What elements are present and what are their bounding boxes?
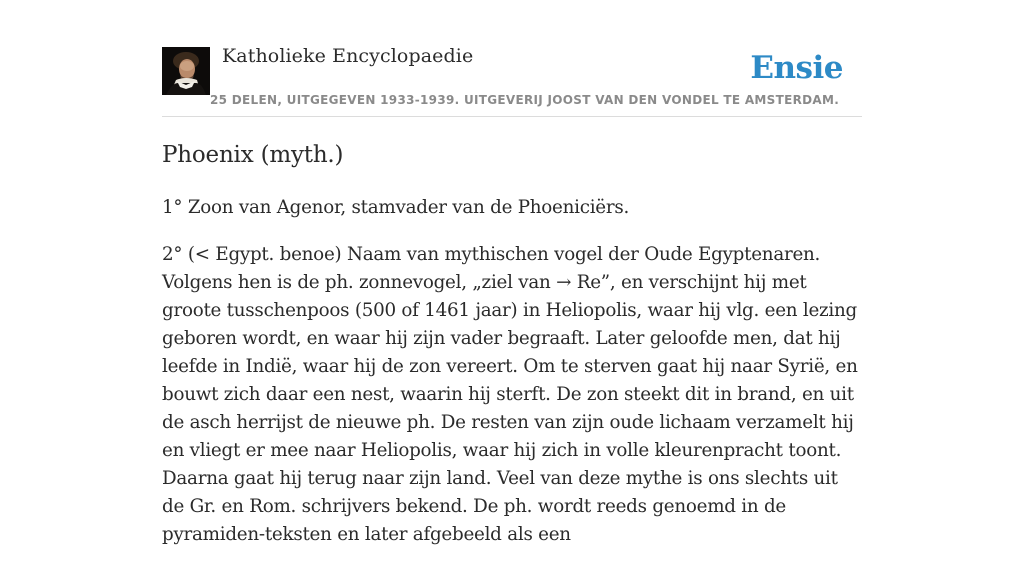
site-header — [162, 40, 862, 117]
page-title: Phoenix (myth.) — [162, 142, 344, 168]
portrait-icon — [162, 47, 210, 95]
article-paragraph: 2° (< Egypt. benoe) Naam van mythischen vogel der Oude Egyptenaren. Volgens hen is de ph. zonnevogel, „ziel van → Re”, en verschijnt hij met groote tusschenpoos (500 of 1461 jaar) in Heliopolis, waar hij vlg. een lezing geboren wordt, en waar hij zijn vader begraaft. Later geloofde men, dat hij leefde in Indië, waar hij de zon vereert. Om te sterven gaat hij naar Syrië, en bouwt zich daar een nest, waarin hij sterft. De zon steekt dit in brand, en uit de asch herrijst de nieuwe ph. De resten van zijn oude lichaam verzamelt hij en vliegt er mee naar Heliopolis, waar hij zich in volle kleurenpracht toont. Daarna gaat hij terug naar zijn land. Veel van deze mythe is ons slechts uit de Gr. en Rom. schrijvers bekend. De ph. wordt reeds genoemd in de pyramiden-teksten en later afgebeeld als een — [162, 244, 858, 545]
publication-subtitle: 25 DELEN, UITGEGEVEN 1933-1939. UITGEVERIJ JOOST VAN DEN VONDEL TE AMSTERDAM. — [210, 93, 840, 107]
site-title[interactable]: Katholieke Encyclopaedie — [222, 45, 474, 67]
brand-logo[interactable]: Ensie — [750, 50, 843, 86]
article — [162, 138, 862, 568]
avatar[interactable] — [162, 47, 210, 95]
article-paragraph: 1° Zoon van Agenor, stamvader van de Phoeniciërs. — [162, 197, 630, 218]
